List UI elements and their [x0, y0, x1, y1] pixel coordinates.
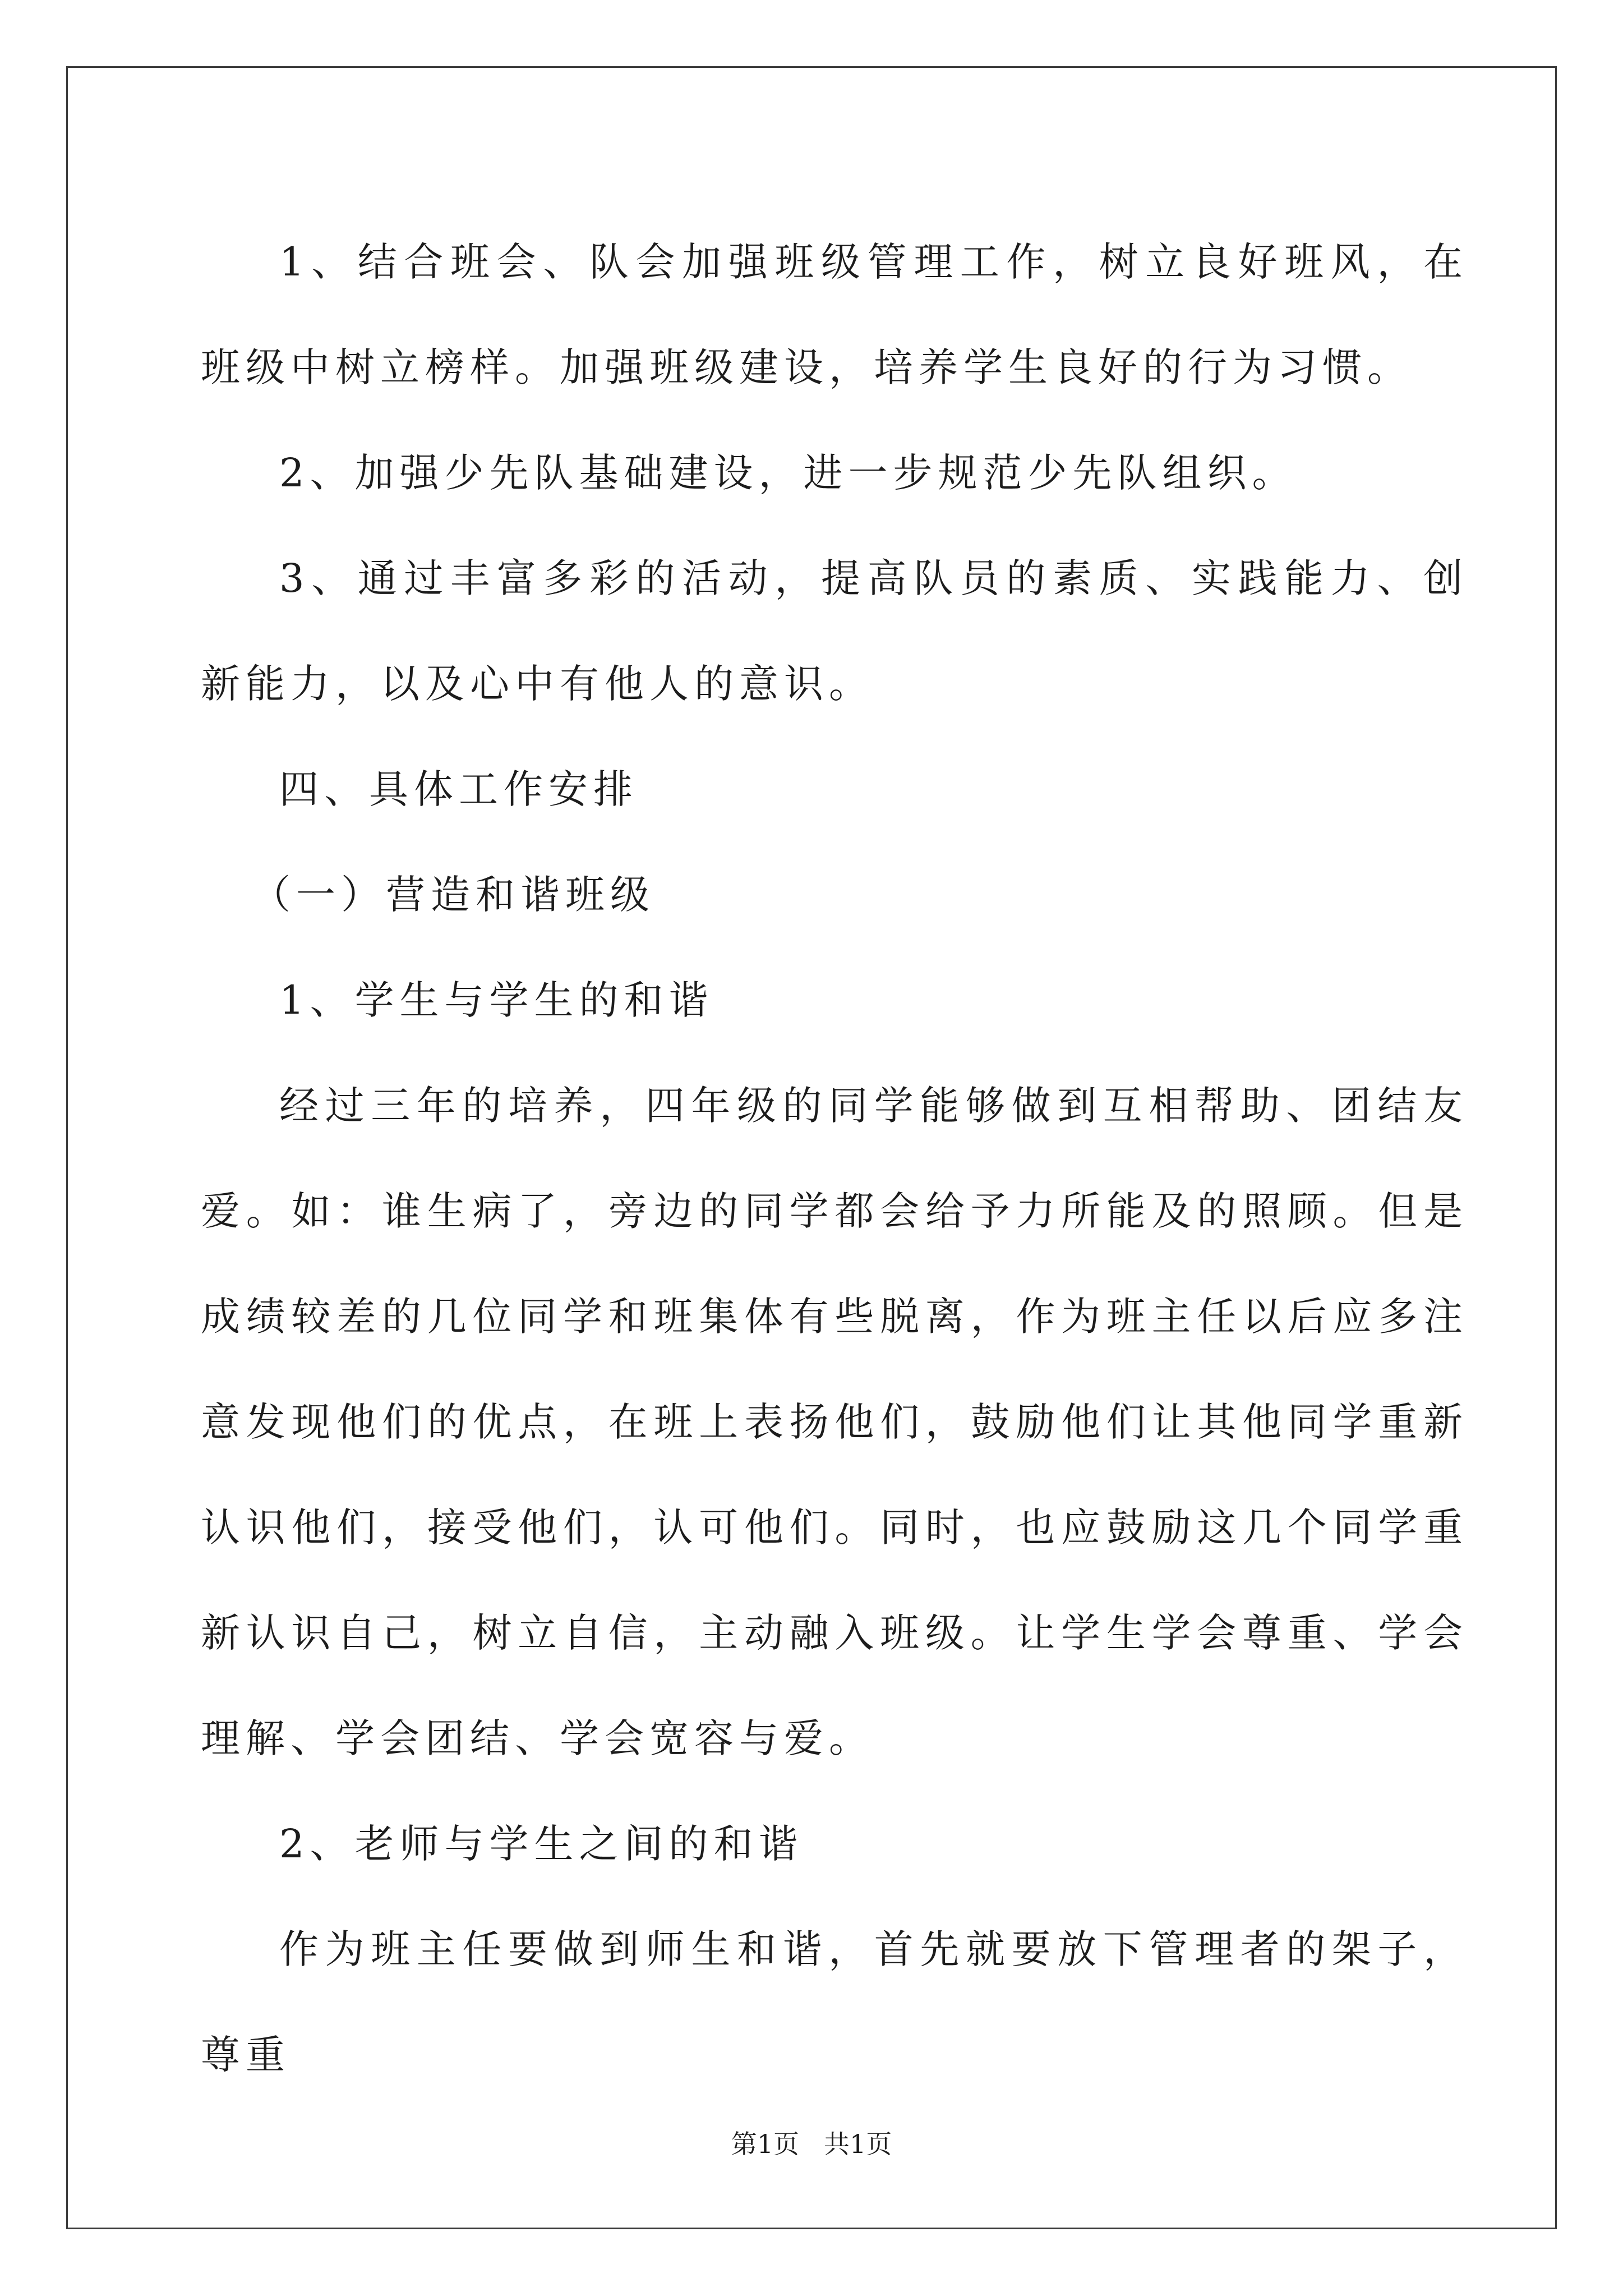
section-heading: 四、具体工作安排 — [279, 766, 638, 812]
paragraph: 2、加强少先队基础建设，进一步规范少先队组织。 — [279, 450, 1297, 496]
item-heading: 2、老师与学生之间的和谐 — [279, 1821, 804, 1867]
item-heading: 1、学生与学生的和谐 — [279, 977, 714, 1023]
page-total: 共1页 — [824, 2129, 892, 2159]
subsection-heading: （一）营造和谐班级 — [251, 872, 655, 918]
paragraph: 经过三年的培养，四年级的同学能够做到互相帮助、团结友爱。如：谁生病了，旁边的同学都会给予力所能及的照顾。但是成绩较差的几位同学和班集体有些脱离，作为班主任以后应多注意发现他们的优点，在班上表扬他们，鼓励他们让其他同学重新认识他们，接受他们，认可他们。同时，也应鼓励这几个同学重新认识自己，树立自信，主动融入班级。让学生学会尊重、学会理解、学会团结、学会宽容与爱。 — [201, 1083, 1468, 1761]
paragraph: 1、结合班会、队会加强班级管理工作，树立良好班风，在班级中树立榜样。加强班级建设，培养学生良好的行为习惯。 — [201, 239, 1468, 390]
paragraph: 3、通过丰富多彩的活动，提高队员的素质、实践能力、创新能力，以及心中有他人的意识。 — [201, 555, 1468, 707]
paragraph: 作为班主任要做到师生和谐，首先就要放下管理者的架子，尊重 — [201, 1926, 1468, 2078]
page-number: 第1页 — [731, 2129, 799, 2159]
page-footer — [0, 2127, 1623, 2161]
document-body — [201, 209, 1468, 2108]
